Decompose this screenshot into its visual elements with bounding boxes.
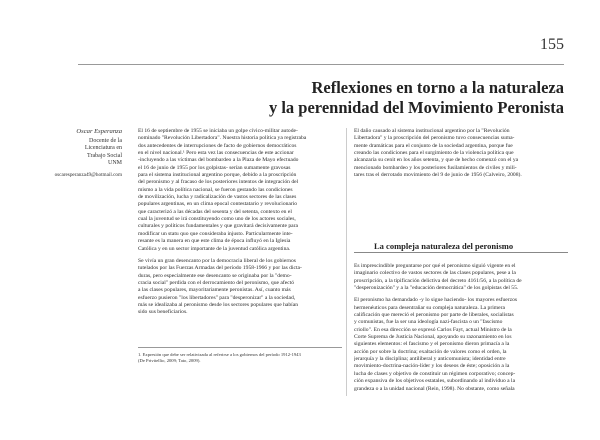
text-line: que caracterizó a las décadas del sesenta y del setenta, contexto en el <box>138 208 292 215</box>
section-heading: La compleja naturaleza del peronismo <box>374 241 514 251</box>
footnote-line: (De Privitellio, 2009; Tato, 2009). <box>138 358 201 363</box>
text-line: siguientes elementos: el fascismo y el peronismo dieron primacía a la <box>354 341 510 348</box>
text-line: creando las condiciones para el surgimiento de la violencia política que <box>354 150 514 157</box>
footnote <box>138 352 342 364</box>
author-block <box>36 128 122 180</box>
page-number: 155 <box>540 36 564 53</box>
left-paragraph-1 <box>138 128 342 253</box>
text-line: movimiento-doctrina-nación-líder y los deseos de éste; oposición a la <box>354 363 510 370</box>
text-line: dos antecedentes de interrupciones de facto de gobiernos democráticos <box>138 142 297 149</box>
author-name: Oscar Esperanza <box>76 128 122 135</box>
text-line: proscripción, a la tipificación delictiva del decreto 4161/56, a la política de <box>354 277 522 284</box>
text-line: cracia social" perdida con el derrocamiento del peronismo, que afectó <box>138 279 295 286</box>
text-line: El 16 de septiembre de 1955 se iniciaba un golpe cívico-militar autode- <box>138 128 298 134</box>
text-line: mismo a la vida política nacional, se fueron gestando las condiciones <box>138 186 293 193</box>
text-line: alcanzaría su cenit en los años setenta, y que de hecho comenzó con el ya <box>354 157 519 164</box>
right-column-lower <box>354 263 568 398</box>
text-line: criollo". En esa dirección se expresó Carlos Fayt, actual Ministro de la <box>354 326 512 333</box>
article-title <box>204 78 564 118</box>
text-line: grandeza o a la unidad nacional (Rein, 1998). No obstante, como señala <box>354 385 515 392</box>
text-line: modificar un statu quo que consideraba injusto. Particularmente inte- <box>138 230 293 237</box>
text-line: nominado "Revolución Libertadora". Nuestra historia política ya registraba <box>138 135 307 142</box>
text-line: cual la juventud se irá constituyendo como uno de los actores sociales, <box>138 216 296 223</box>
text-line: tutelados por las Fuerzas Armadas del período 1958-1966 y por las dicta- <box>138 265 302 272</box>
column-divider <box>346 128 347 396</box>
author-affiliation-line: Docente de la <box>89 137 122 144</box>
text-line: para el sistema institucional argentino porque, debido a la proscripción <box>138 172 297 179</box>
text-line: Corte Suprema de Justicia Nacional, apoyando su razonamiento en los <box>354 334 512 341</box>
left-paragraph-2 <box>138 258 342 317</box>
text-line: populares argentinas, en un clima epocal contestatario y revolucionario <box>138 201 298 208</box>
text-line: mencionado bombardeo y los posteriores fusilamientos de civiles y mili- <box>354 164 517 171</box>
author-affiliation-line: UNM <box>107 160 122 167</box>
text-line: de movilización, lucha y radicalización de vastos sectores de las clases <box>138 194 297 201</box>
text-line: tares tras el derrotado movimiento del 9 de junio de 1956 (Calveiro, 2008). <box>354 172 522 179</box>
right-paragraph-1 <box>354 128 568 179</box>
text-line: Católica y en un sector importante de la juventud católica argentina. <box>138 245 291 252</box>
text-line: "desperonización" y a la "educación democrática" de los golpistas del 55. <box>354 285 519 292</box>
title-line-2: y la perennidad del Movimiento Peronista <box>268 98 564 117</box>
text-line: Libertadora" y la proscripción del peronismo tuvo consecuencias suma- <box>354 135 515 142</box>
text-line: hermenéuticos para desentrañar su compleja naturaleza. La primera <box>354 304 505 311</box>
text-line: resante es la manera en que este clima de época influyó en la Iglesia <box>138 238 291 245</box>
text-line: calificación que mereció el peronismo por parte de liberales, socialistas <box>354 312 514 319</box>
text-line: mente dramáticas para el conjunto de la sociedad argentina, porque fue <box>354 142 513 149</box>
text-line: acción por sobre la doctrina; exaltación de valores como el orden, la <box>354 348 507 355</box>
text-line: -incluyendo a las víctimas del bombardeo a la Plaza de Mayo efectuado <box>138 157 299 164</box>
text-line: más se idealizaba al peronismo desde los sectores populares que habían <box>138 301 298 308</box>
left-column <box>138 128 342 322</box>
text-line: imaginario colectivo de vastos sectores de las clases populares, pese a la <box>354 270 516 277</box>
text-line: del peronismo y al fracaso de los posteriores intentos de integración del <box>138 179 299 186</box>
text-line: ción expansiva de los objetivos estatales, subordinando al individuo a la <box>354 378 516 385</box>
footnote-rule <box>138 347 342 348</box>
text-line: el 16 de junio de 1955 por los golpistas- serían sumamente gravosas <box>138 164 291 171</box>
footnote-line: 1. Expresión que debe ser relativizada al referirse a los gobiernos del período 1912-1943 <box>138 352 301 357</box>
text-line: a las clases populares, mayoritariamente peronistas. Así, cuanto más <box>138 287 291 294</box>
text-line: jerarquía y la disciplina; antiliberal y anticomunista; identidad entre <box>354 356 506 363</box>
text-line: duras, pero especialmente ese desencanto se originaba por la "demo- <box>138 272 292 279</box>
text-line: Se vivía un gran desencanto por la democracia liberal de los gobiernos <box>138 257 296 264</box>
text-line: Es imprescindible preguntarse por qué el peronismo siguió vigente en el <box>354 263 516 269</box>
text-line: en el nivel nacional.¹ Pero esta vez las consecuencias de este accionar <box>138 150 294 157</box>
text-line: lucha de clases y objetivo de constituir un régimen corporativo; concep- <box>354 370 516 377</box>
author-affiliation-line: Licenciatura en <box>84 145 122 152</box>
right-paragraph-3 <box>354 297 568 392</box>
text-line: El peronismo ha demandado -y lo sigue haciendo- los mayores esfuerzos <box>354 297 518 304</box>
text-line: El daño causado al sistema institucional argentino por la "Revolución <box>354 128 510 134</box>
title-line-1: Reflexiones en torno a la naturaleza <box>311 78 564 97</box>
text-line: y comunistas, fue la ser una ideología nazi-fascista o un "fascismo <box>354 319 503 326</box>
section-rule <box>354 252 568 253</box>
text-line: culturales y políticos fundamentales y que gravitará decisivamente para <box>138 223 298 230</box>
right-paragraph-2 <box>354 263 568 292</box>
text-line: sido sus beneficiarios. <box>138 309 188 316</box>
author-email[interactable]: oscaresperanza49@hotmail.com <box>54 171 122 178</box>
author-affiliation-line: Trabajo Social <box>87 152 122 159</box>
text-line: esfuerzo pusieron "los libertadores" para "desperonizar" a la sociedad, <box>138 294 296 301</box>
header-rule <box>78 64 564 65</box>
right-column <box>354 128 568 184</box>
